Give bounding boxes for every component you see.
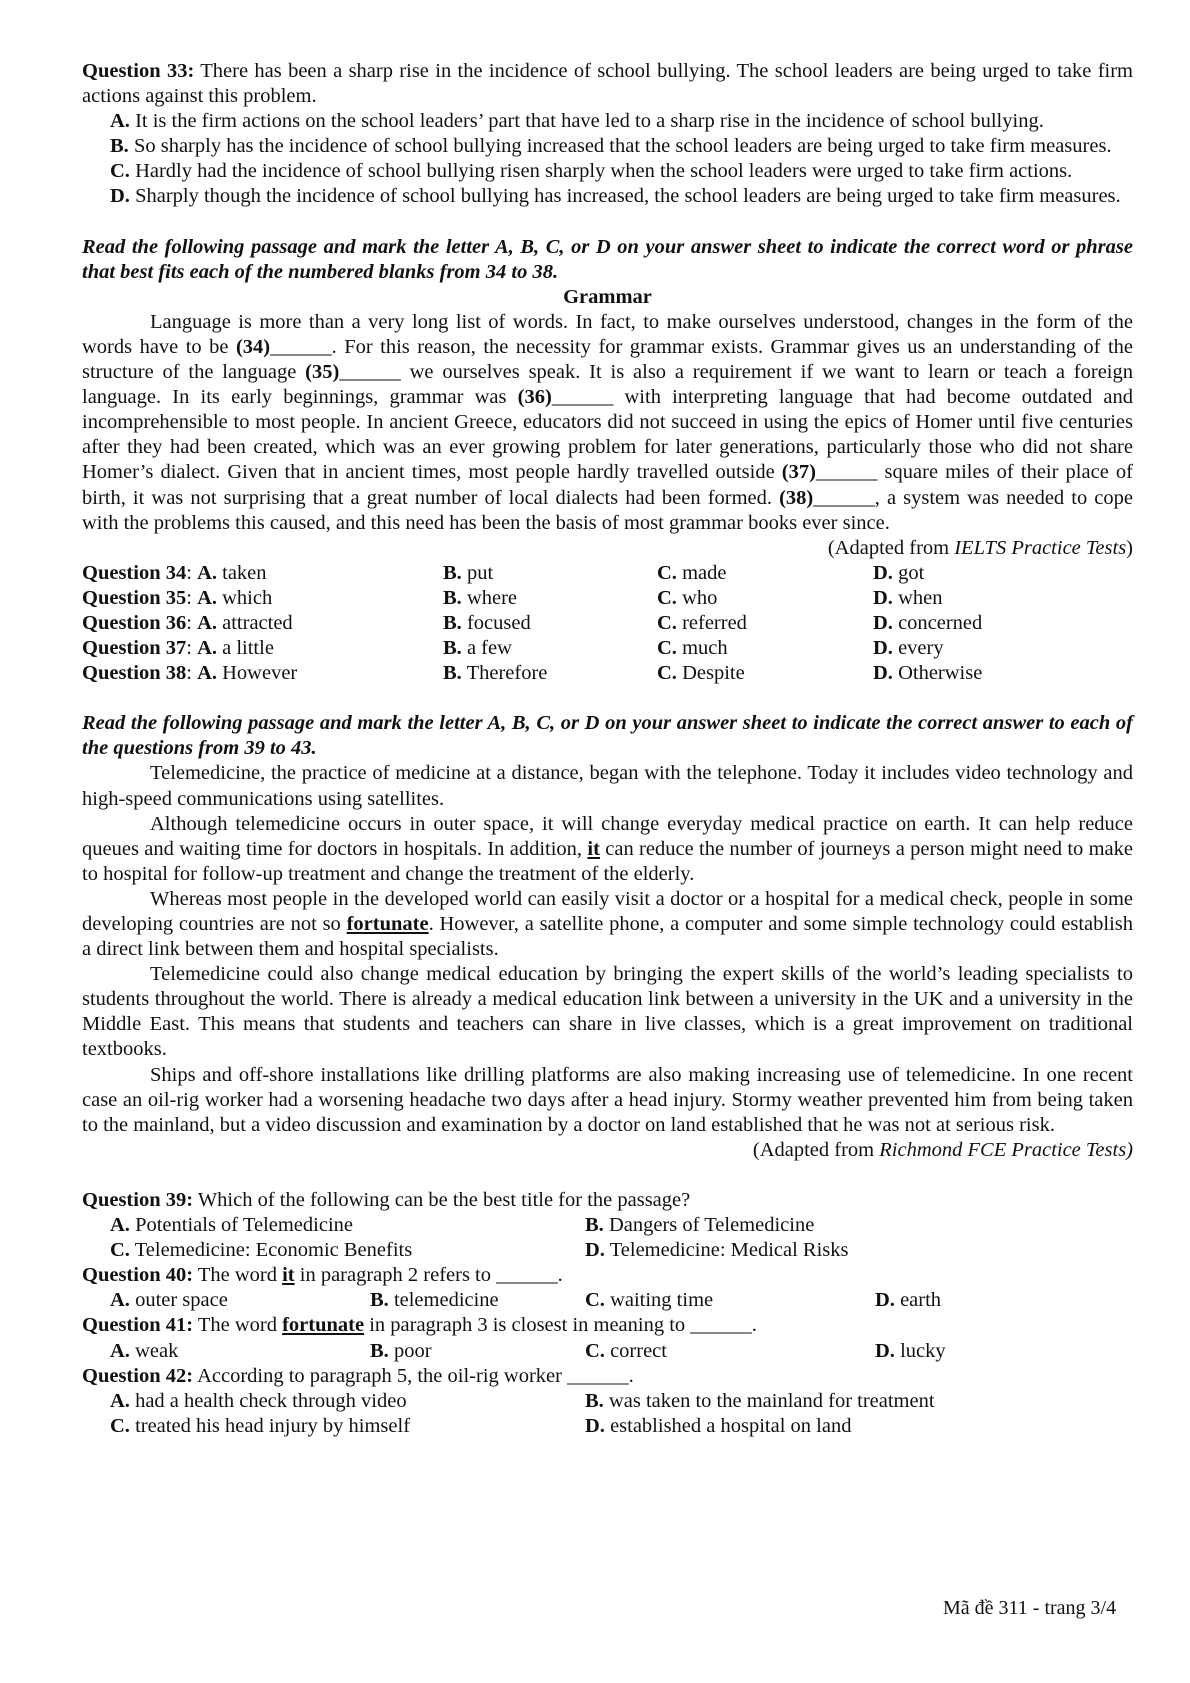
option-letter: A. bbox=[110, 110, 130, 133]
grammar-passage: Language is more than a very long list of words. In fact, to make ourselves understood, changes in the form of the words have to be (34)______. For this reason, the necessity for grammar exists. Grammar gives us an understanding of the structure of the language (35)______ we ourselves speak. It is also a requirement if we want to learn or teach a foreign language. In its early beginnings, grammar was (36)______ with interpreting language that had become outdated and incomprehensible to most people. In ancient Greece, educators did not succeed in using the epics of Homer until five centuries after they had been created, which was an ever growing problem for later generations, particularly those who did not share Homer’s dialect. Given that in ancient times, most people hardly travelled outside (37)______ square miles of their place of birth, it was not surprising that a great number of local dialects had been formed. (38)______, a system was needed to cope with the problems this caused, and this need has been the basis of most grammar books ever since. bbox=[82, 310, 1134, 534]
option-text: Sharply though the incidence of school bullying has increased, the school leaders are being urged to take firm measures. bbox=[135, 185, 1121, 208]
question-36-row: Question 36: A. attracted B. focused C. referred D. concerned bbox=[82, 611, 983, 634]
question-39-options-cd: C. Telemedicine: Economic Benefits D. Telemedicine: Medical Risks bbox=[110, 1239, 849, 1262]
question-label: Question 33: bbox=[82, 60, 195, 82]
question-42-stem: Question 42: According to paragraph 5, the oil-rig worker ______. bbox=[82, 1364, 634, 1387]
passage-source: (Adapted from IELTS Practice Tests) bbox=[827, 536, 1133, 559]
answer-grid-34-38 bbox=[82, 561, 1133, 686]
question-41-options: A. weak B. poor C. correct D. lucky bbox=[110, 1339, 946, 1362]
question-40-options: A. outer space B. telemedicine C. waiting time D. earth bbox=[110, 1289, 942, 1312]
question-39-stem: Question 39: Which of the following can be the best title for the passage? bbox=[82, 1188, 691, 1211]
blank-38: (38) bbox=[779, 486, 814, 509]
exam-page bbox=[82, 59, 1133, 1439]
question-37-row: Question 37: A. a little B. a few C. much D. every bbox=[82, 637, 944, 660]
question-33-option-b bbox=[82, 134, 1133, 159]
underlined-word-it: it bbox=[587, 837, 600, 860]
question-33-stem bbox=[82, 59, 1133, 109]
question-42-options-cd: C. treated his head injury by himself D. established a hospital on land bbox=[110, 1414, 852, 1437]
passage-paragraph-2: Although telemedicine occurs in outer space, it will change everyday medical practice on earth. It can help reduce queues and waiting time for doctors in hospitals. In addition, it can reduce the number of journeys a person might need to make to hospital for follow-up treatment and change the treatment of the elderly. bbox=[82, 812, 1133, 885]
spacer bbox=[82, 686, 1133, 711]
option-letter: D. bbox=[110, 185, 130, 208]
question-text: There has been a sharp rise in the incidence of school bullying. The school leaders are being urged to take firm actions against this problem. bbox=[82, 60, 1133, 108]
question-34-row: Question 34: A. taken B. put C. made D. got bbox=[82, 561, 925, 584]
question-38-row: Question 38: A. However B. Therefore C. Despite D. Otherwise bbox=[82, 662, 983, 685]
option-text: So sharply has the incidence of school bullying increased that the school leaders are being urged to take firm measures. bbox=[133, 135, 1112, 158]
question-40-stem: Question 40: The word it in paragraph 2 refers to ______. bbox=[82, 1264, 563, 1287]
passage-source: (Adapted from Richmond FCE Practice Tests) bbox=[752, 1138, 1133, 1161]
passage-paragraph-1: Telemedicine, the practice of medicine at a distance, began with the telephone. Today it includes video technology and high-speed communications using satellites. bbox=[82, 762, 1133, 810]
question-42-options-ab: A. had a health check through video B. was taken to the mainland for treatment bbox=[110, 1389, 935, 1412]
spacer bbox=[82, 1163, 1133, 1188]
spacer bbox=[82, 210, 1133, 235]
question-41-stem: Question 41: The word fortunate in paragraph 3 is closest in meaning to ______. bbox=[82, 1314, 757, 1337]
option-letter: B. bbox=[110, 135, 129, 158]
question-35-row: Question 35: A. which B. where C. who D. when bbox=[82, 586, 943, 609]
underlined-word-fortunate: fortunate bbox=[346, 913, 429, 935]
page-footer: Mã đề 311 - trang 3/4 bbox=[943, 1597, 1117, 1619]
blank-35: (35) bbox=[305, 361, 340, 384]
option-letter: C. bbox=[110, 160, 130, 183]
option-text: It is the firm actions on the school leaders’ part that have led to a sharp rise in the incidence of school bullying. bbox=[135, 110, 1044, 133]
blank-36: (36) bbox=[517, 386, 552, 409]
section-instruction-39-43: Read the following passage and mark the letter A, B, C, or D on your answer sheet to indicate the correct answer to each of the questions from 39 to 43. bbox=[82, 712, 1133, 760]
blank-34: (34) bbox=[235, 335, 271, 358]
question-39-options-ab: A. Potentials of Telemedicine B. Dangers of Telemedicine bbox=[110, 1214, 815, 1237]
question-33-option-a bbox=[82, 109, 1133, 134]
passage-paragraph-5: Ships and off-shore installations like drilling platforms are also making increasing use of telemedicine. In one recent case an oil-rig worker had a worsening headache two days after a head injury. Stormy weather prevented him from being taken to the mainland, but a video discussion and examination by a doctor on land established that he was not at serious risk. bbox=[82, 1063, 1133, 1136]
option-text: Hardly had the incidence of school bullying risen sharply when the school leaders were urged to take firm actions. bbox=[135, 160, 1073, 183]
passage-title: Grammar bbox=[563, 285, 652, 308]
passage-paragraph-3: Whereas most people in the developed world can easily visit a doctor or a hospital for a medical check, people in some developing countries are not so fortunate. However, a satellite phone, a computer and some simple technology could establish a direct link between them and hospital specialists. bbox=[82, 887, 1134, 961]
section-instruction-34-38: Read the following passage and mark the letter A, B, C, or D on your answer sheet to indicate the correct word or phrase that best fits each of the numbered blanks from 34 to 38. bbox=[82, 235, 1133, 283]
question-33-option-c bbox=[82, 159, 1133, 184]
passage-paragraph-4: Telemedicine could also change medical education by bringing the expert skills of the world’s leading specialists to students throughout the world. There is already a medical education link between a university in the UK and a university in the Middle East. This means that students and teachers can share in live classes, which is a great improvement on traditional textbooks. bbox=[82, 963, 1133, 1061]
question-33-option-d bbox=[82, 184, 1133, 209]
blank-37: (37) bbox=[781, 461, 816, 484]
